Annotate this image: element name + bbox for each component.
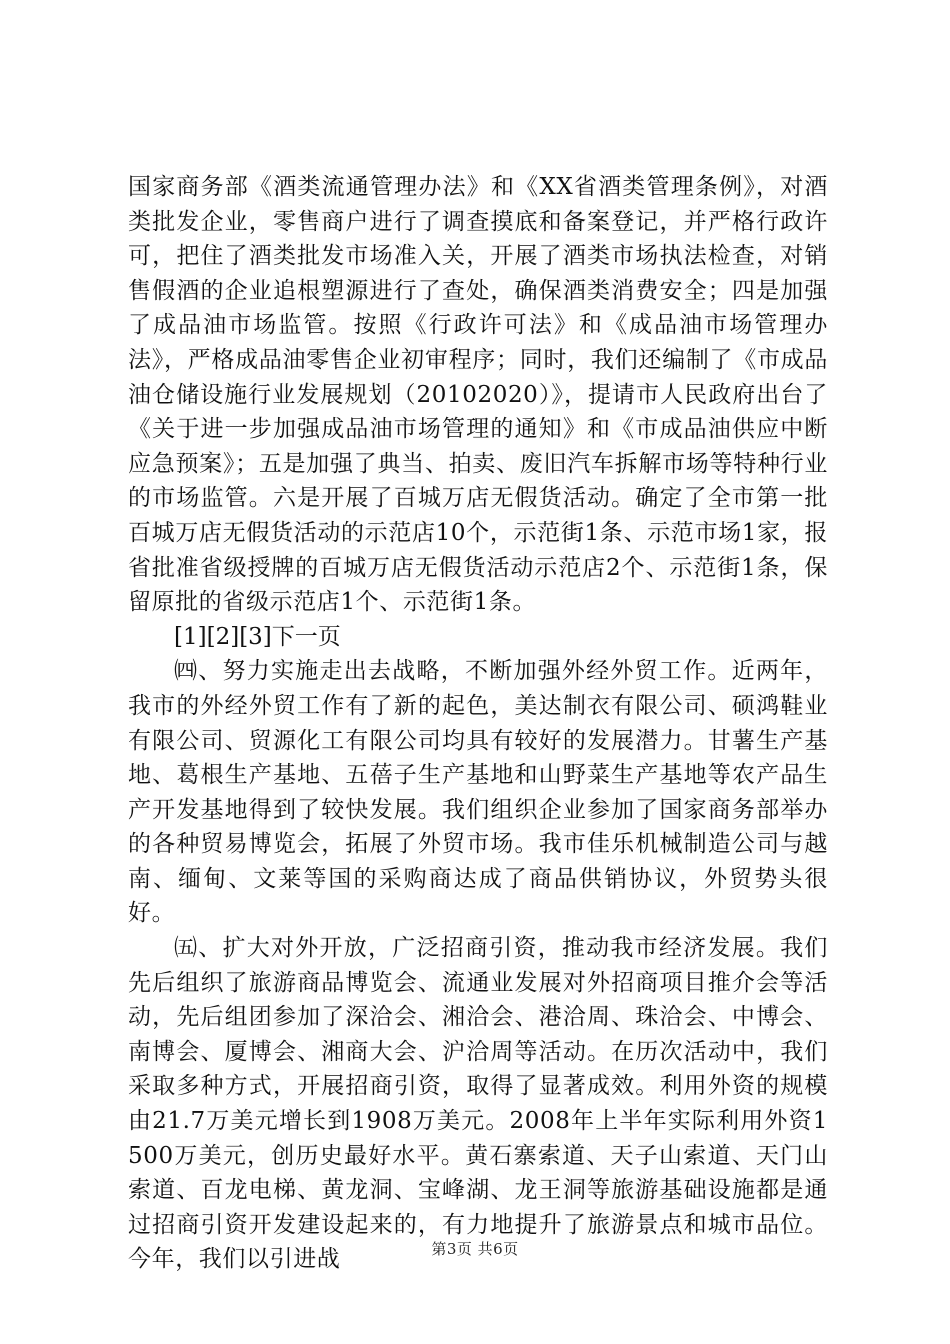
pagination-links bbox=[128, 620, 828, 655]
page-link-3[interactable]: [3] bbox=[239, 623, 272, 650]
page-footer: 第3页 共6页 bbox=[431, 1240, 519, 1258]
page-link-1[interactable]: [1] bbox=[174, 623, 207, 650]
paragraph-foreign-trade: ㈣、努力实施走出去战略，不断加强外经外贸工作。近两年，我市的外经外贸工作有了新的起色，美达制衣有限公司、硕鸿鞋业有限公司、贸源化工有限公司均具有较好的发展潜力。甘薯生产基地、葛根生产基地、五蓓子生产基地和山野菜生产基地等农产品生产开发基地得到了较快发展。我们组织企业参加了国家商务部举办的各种贸易博览会，拓展了外贸市场。我市佳乐机械制造公司与越南、缅甸、文莱等国的采购商达成了商品供销协议，外贸势头很好。 bbox=[128, 658, 828, 927]
next-page-link[interactable]: 下一页 bbox=[271, 623, 341, 650]
paragraph-investment: ㈤、扩大对外开放，广泛招商引资，推动我市经济发展。我们先后组织了旅游商品博览会、流通业发展对外招商项目推介会等活动，先后组团参加了深洽会、湘洽会、港洽周、珠洽会、中博会、南博会、厦博会、湘商大会、沪洽周等活动。在历次活动中，我们采取多种方式，开展招商引资，取得了显著成效。利用外资的规模由21.7万美元增长到1908万美元。2008年上半年实际利用外资1500万美元，创历史最好水平。黄石寨索道、天子山索道、天门山索道、百龙电梯、黄龙洞、宝峰湖、龙王洞等旅游基础设施都是通过招商引资开发建设起来的，有力地提升了旅游景点和城市品位。今年，我们以引进战 bbox=[128, 935, 828, 1273]
page-link-2[interactable]: [2] bbox=[206, 623, 240, 650]
paragraph-liquor-oil-regulation: 国家商务部《酒类流通管理办法》和《XX省酒类管理条例》，对酒类批发企业，零售商户进行了调查摸底和备案登记，并严格行政许可，把住了酒类批发市场准入关，开展了酒类市场执法检查，对销售假酒的企业追根塑源进行了查处，确保酒类消费安全；四是加强了成品油市场监管。按照《行政许可法》和《成品油市场管理办法》，严格成品油零售企业初审程序；同时，我们还编制了《市成品油仓储设施行业发展规划（20102020）》，提请市人民政府出台了《关于进一步加强成品油市场管理的通知》和《市成品油供应中断应急预案》；五是加强了典当、拍卖、废旧汽车拆解市场等特种行业的市场监管。六是开展了百城万店无假货活动。确定了全市第一批百城万店无假货活动的示范店10个，示范街1条、示范市场1家，报省批准省级授牌的百城万店无假货活动示范店2个、示范街1条，保留原批的省级示范店1个、示范街1条。 bbox=[128, 174, 828, 616]
document-body bbox=[128, 170, 828, 1277]
